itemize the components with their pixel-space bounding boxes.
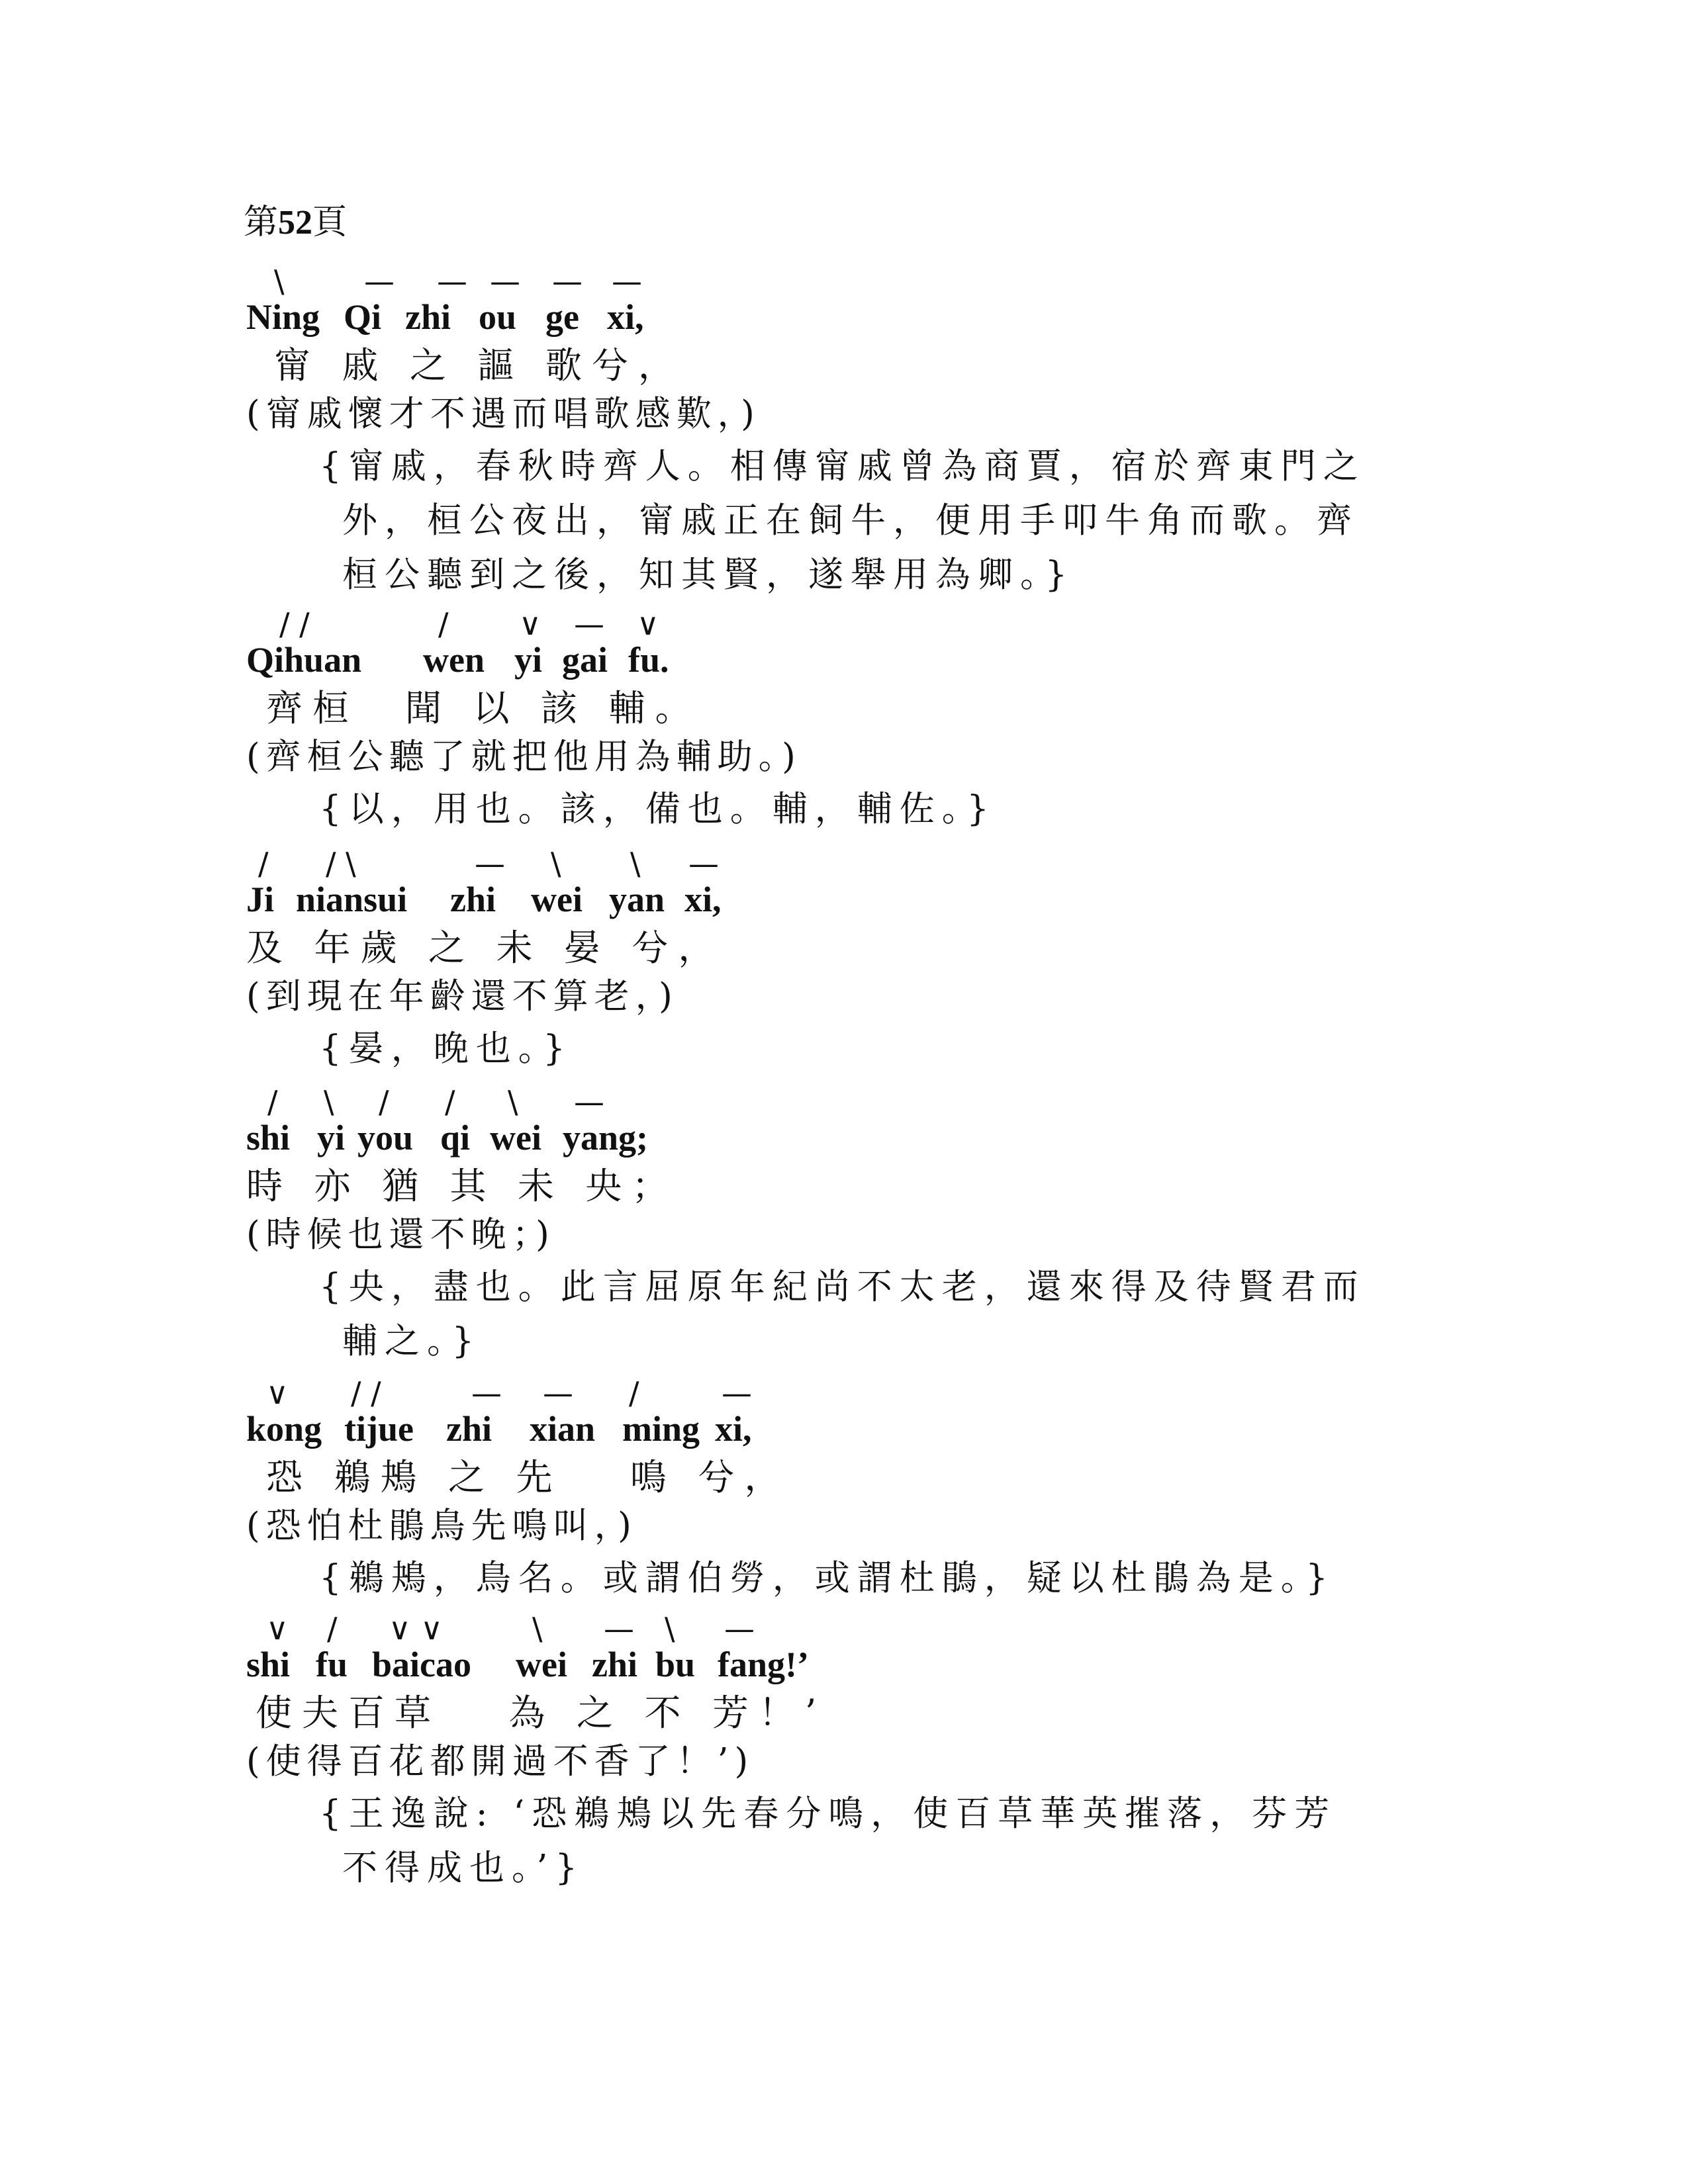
annotation-line: 外，桓公夜出，甯戚正在飼牛，便用手叩牛角而歌。齊 (342, 500, 1359, 541)
pinyin-syllable: shi (246, 1645, 291, 1684)
stanza-6 (246, 1612, 1477, 1895)
pinyin-syllable: niansui (296, 880, 408, 919)
tone-mark-icon: — (574, 1084, 604, 1120)
annotation-line: {以，用也。該，備也。輔，輔佐。} (319, 789, 996, 829)
tone-mark-icon: / (629, 1375, 639, 1411)
page-label-suffix: 頁 (312, 203, 348, 242)
tone-mark-icon: \ (532, 1611, 543, 1647)
tone-mark-icon: — (437, 263, 467, 299)
pinyin-syllable: yan (609, 880, 665, 919)
tone-mark-icon: / \ (326, 846, 356, 882)
tone-mark-icon: / (327, 1611, 338, 1647)
pinyin-syllable: zhi (450, 880, 496, 919)
tone-mark-icon: \ (551, 846, 561, 882)
tone-mark-icon: — (471, 1375, 502, 1411)
chinese-text-line: 時 亦 猶 其 未 央； (246, 1165, 679, 1207)
tone-mark-icon: ∨ (266, 1375, 289, 1411)
tone-mark-icon: / (379, 1084, 389, 1120)
tone-mark-icon: — (552, 263, 583, 299)
tone-mark-icon: \ (324, 1084, 334, 1120)
tone-mark-icon: ∨ (637, 606, 659, 642)
pinyin-syllable: wei (531, 880, 583, 919)
stanza-5 (246, 1377, 1477, 1606)
translation-line: (時候也還不晚；) (246, 1214, 555, 1255)
stanza-4 (246, 1085, 1477, 1369)
annotation-line: {鵜鴂，鳥名。或謂伯勞，或謂杜鵑，疑以杜鵑為是。} (319, 1558, 1335, 1598)
tone-mark-icon: — (543, 1375, 573, 1411)
pinyin-syllable: Ning (246, 297, 320, 337)
annotation-line: 桓公聽到之後，知其賢，遂舉用為卿。} (342, 555, 1075, 595)
page-label-prefix: 第 (244, 203, 279, 242)
pinyin-syllable: yi (514, 640, 543, 680)
pinyin-syllable: yang; (563, 1118, 649, 1158)
tone-mark-icon: \ (508, 1084, 518, 1120)
pinyin-syllable: xian (530, 1409, 596, 1449)
translation-line: (甯戚懷才不遇而唱歌感歎，) (246, 394, 761, 434)
pinyin-line (246, 1612, 1477, 1689)
tone-mark-icon: / (438, 606, 449, 642)
annotation-line: {央，盡也。此言屈原年紀尚不太老，還來得及待賢君而 (319, 1267, 1366, 1307)
annotation-line: {晏，晚也。} (319, 1028, 573, 1069)
tone-mark-icon: / (445, 1084, 455, 1120)
pinyin-syllable: wei (516, 1645, 567, 1684)
stanza-3 (246, 847, 1477, 1076)
pinyin-syllable: gai (562, 640, 608, 680)
pinyin-syllable: baicao (372, 1645, 472, 1684)
page-number-label (244, 196, 347, 250)
pinyin-syllable: fu (316, 1645, 348, 1684)
pinyin-line (246, 608, 1477, 684)
pinyin-syllable: Qihuan (246, 640, 362, 680)
tone-mark-icon: — (490, 263, 520, 299)
annotation-line: 輔之。} (342, 1321, 482, 1361)
tone-mark-icon: — (688, 846, 719, 882)
pinyin-syllable: kong (246, 1409, 322, 1449)
pinyin-line (246, 1085, 1477, 1162)
translation-line: (使得百花都開過不香了！’) (246, 1741, 755, 1782)
chinese-text-line: 齊桓 聞 以 該 輔。 (266, 687, 702, 729)
pinyin-syllable: zhi (405, 297, 451, 337)
pinyin-line (246, 1377, 1477, 1453)
pinyin-syllable: you (357, 1118, 414, 1158)
chinese-text-line: 恐 鵜鴂 之 先 鳴 兮， (266, 1456, 791, 1498)
chinese-text-line: 及 年歲 之 未 晏 兮， (246, 927, 725, 969)
tone-mark-icon: \ (274, 263, 285, 299)
pinyin-syllable: fang!’ (718, 1645, 809, 1684)
stanza-1 (246, 265, 1477, 602)
pinyin-syllable: ou (479, 297, 517, 337)
tone-mark-icon: ∨ (519, 606, 541, 642)
annotation-line: {王逸說: ‘恐鵜鴂以先春分鳴，使百草華英摧落，芬芳 (319, 1794, 1337, 1834)
tone-mark-icon: ∨ (266, 1611, 289, 1647)
tone-mark-icon: \ (665, 1611, 675, 1647)
chinese-text-line: 甯 戚 之 謳 歌兮， (274, 344, 684, 387)
pinyin-syllable: zhi (592, 1645, 638, 1684)
tone-mark-icon: / / (351, 1375, 381, 1411)
tone-mark-icon: — (364, 263, 395, 299)
pinyin-syllable: yi (317, 1118, 346, 1158)
pinyin-syllable: xi, (715, 1409, 752, 1449)
pinyin-syllable: ge (545, 297, 579, 337)
tone-mark-icon: \ (630, 846, 641, 882)
pinyin-syllable: shi (246, 1118, 291, 1158)
pinyin-syllable: qi (440, 1118, 471, 1158)
tone-mark-icon: — (724, 1611, 755, 1647)
tone-mark-icon: / (267, 1084, 278, 1120)
tone-mark-icon: — (475, 846, 505, 882)
translation-line: (恐怕杜鵑鳥先鳴叫，) (246, 1506, 637, 1546)
page-label-number: 52 (278, 204, 313, 242)
tone-mark-icon: — (722, 1375, 752, 1411)
pinyin-syllable: wei (490, 1118, 541, 1158)
annotation-line: 不得成也。’} (342, 1848, 585, 1888)
pinyin-syllable: xi, (684, 880, 722, 919)
pinyin-syllable: fu. (628, 640, 669, 680)
pinyin-syllable: zhi (446, 1409, 492, 1449)
tone-mark-icon: — (612, 263, 642, 299)
tone-mark-icon: / (258, 846, 269, 882)
tone-mark-icon: / / (279, 606, 310, 642)
pinyin-line (246, 847, 1477, 924)
pinyin-syllable: Qi (344, 297, 382, 337)
pinyin-syllable: tijue (344, 1409, 414, 1449)
pinyin-syllable: wen (423, 640, 485, 680)
pinyin-line (246, 265, 1477, 341)
pinyin-syllable: xi, (607, 297, 644, 337)
stanza-2 (246, 608, 1477, 837)
translation-line: (齊桓公聽了就把他用為輔助。) (246, 737, 802, 777)
pinyin-syllable: bu (655, 1645, 696, 1684)
pinyin-syllable: Ji (246, 880, 275, 919)
tone-mark-icon: — (574, 606, 604, 642)
tone-mark-icon: — (604, 1611, 634, 1647)
translation-line: (到現在年齡還不算老，) (246, 976, 679, 1017)
chinese-text-line: 使夫百草 為 之 不 芳！’ (256, 1692, 827, 1734)
annotation-line: {甯戚，春秋時齊人。相傳甯戚曾為商賈，宿於齊東門之 (319, 446, 1366, 486)
tone-mark-icon: ∨ ∨ (389, 1611, 443, 1647)
pinyin-syllable: ming (622, 1409, 700, 1449)
